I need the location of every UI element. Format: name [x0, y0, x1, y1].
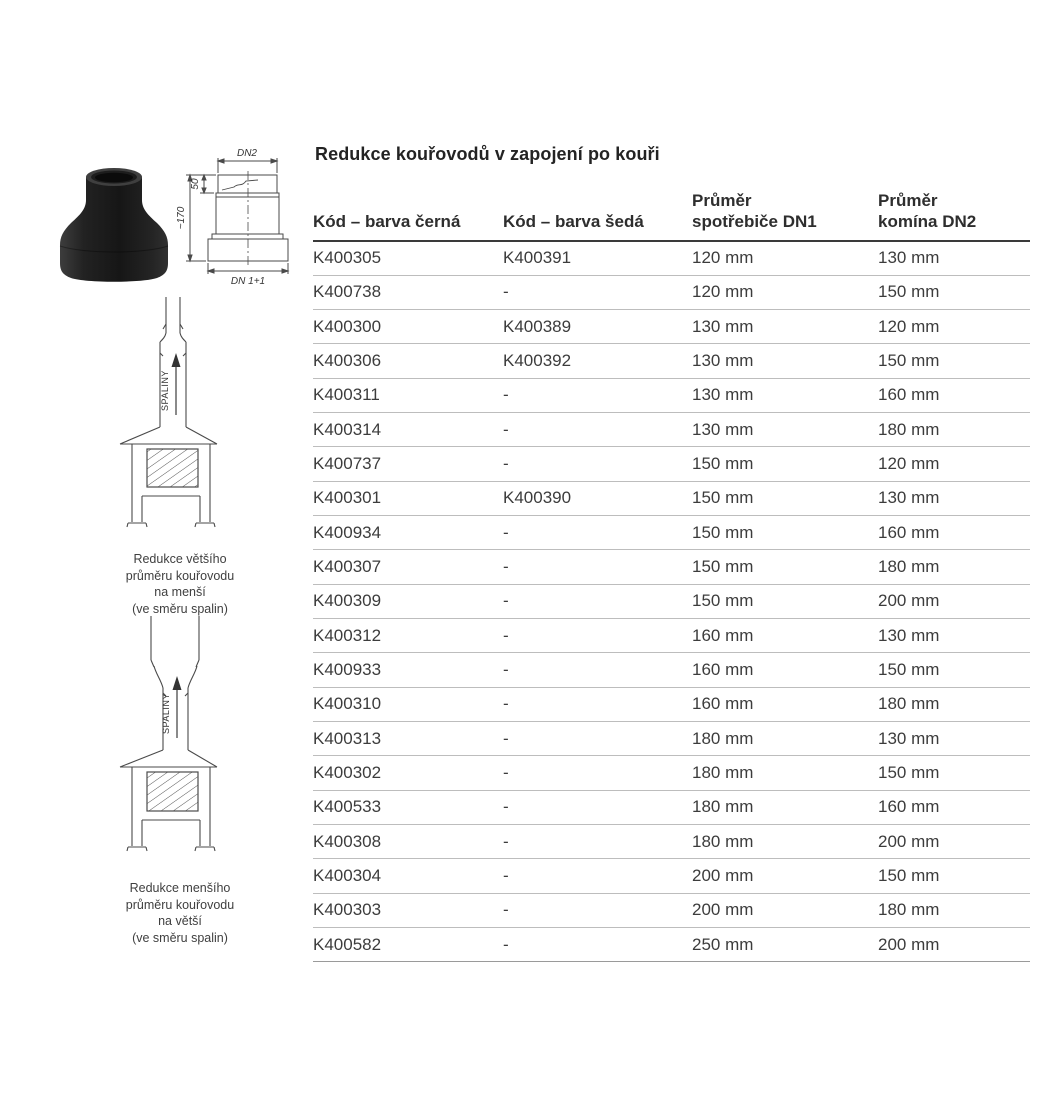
- cell-dn1: 160 mm: [692, 625, 754, 645]
- cell-code-black: K400934: [313, 522, 382, 542]
- cell-dn2: 160 mm: [878, 385, 940, 405]
- cell-code-black: K400738: [313, 282, 382, 302]
- spaliny-label-2: SPALINY: [161, 693, 171, 734]
- cell-code-gray: -: [503, 934, 509, 954]
- diagram2-caption: [85, 880, 275, 946]
- cell-code-black: K400305: [313, 248, 382, 268]
- cell-code-black: K400308: [313, 831, 382, 851]
- cell-dn1: 180 mm: [692, 728, 754, 748]
- caption-line: průměru kouřovodu: [125, 897, 235, 912]
- table-row: [313, 585, 1030, 619]
- cell-code-black: K400314: [313, 419, 382, 439]
- cell-dn2: 150 mm: [878, 282, 940, 302]
- cell-code-black: K400582: [313, 934, 382, 954]
- table-row: [313, 242, 1030, 276]
- header-dn2: [878, 190, 1030, 240]
- cell-code-black: K400310: [313, 694, 382, 714]
- table-row: [313, 825, 1030, 859]
- cell-code-black: K400737: [313, 454, 382, 474]
- table-row: [313, 619, 1030, 653]
- caption-line: průměru kouřovodu: [125, 568, 235, 583]
- table-row: [313, 756, 1030, 790]
- table-row: [313, 550, 1030, 584]
- cell-code-gray: -: [503, 660, 509, 680]
- cell-code-gray: -: [503, 797, 509, 817]
- cell-code-black: K400933: [313, 660, 382, 680]
- cell-dn2: 130 mm: [878, 728, 940, 748]
- table-row: [313, 413, 1030, 447]
- table-row: [313, 928, 1030, 962]
- cell-dn2: 130 mm: [878, 488, 940, 508]
- table-row: [313, 482, 1030, 516]
- cell-code-gray: -: [503, 282, 509, 302]
- header-line: Kód – barva šedá: [503, 212, 644, 232]
- cell-dn1: 120 mm: [692, 248, 754, 268]
- cell-dn2: 120 mm: [878, 316, 940, 336]
- cell-code-gray: -: [503, 694, 509, 714]
- stove-diagram-reduction-to-smaller: [105, 293, 245, 540]
- table-row: [313, 516, 1030, 550]
- cell-code-black: K400533: [313, 797, 382, 817]
- cell-code-black: K400306: [313, 351, 382, 371]
- cell-code-gray: -: [503, 454, 509, 474]
- table-row: [313, 722, 1030, 756]
- cell-code-gray: -: [503, 625, 509, 645]
- table-row: [313, 447, 1030, 481]
- table-row: [313, 894, 1030, 928]
- cell-dn2: 180 mm: [878, 419, 940, 439]
- cell-code-gray: -: [503, 900, 509, 920]
- cell-dn1: 250 mm: [692, 934, 754, 954]
- cell-code-black: K400302: [313, 763, 382, 783]
- dn2-label: DN2: [236, 148, 258, 159]
- cell-dn1: 180 mm: [692, 831, 754, 851]
- table-row: [313, 791, 1030, 825]
- cell-dn2: 150 mm: [878, 351, 940, 371]
- caption-line: Redukce většího: [133, 552, 227, 566]
- cell-code-black: K400303: [313, 900, 382, 920]
- cell-dn1: 130 mm: [692, 351, 754, 371]
- cell-dn2: 160 mm: [878, 522, 940, 542]
- cell-code-gray: K400390: [503, 488, 572, 508]
- cell-code-gray: K400389: [503, 316, 572, 336]
- flue-reducer-photo: [54, 160, 174, 284]
- cell-dn1: 130 mm: [692, 316, 754, 336]
- cell-dn1: 150 mm: [692, 522, 754, 542]
- caption-line: (ve směru spalin): [132, 930, 228, 945]
- cell-dn1: 150 mm: [692, 557, 754, 577]
- stove-diagram-reduction-to-larger: [103, 612, 248, 864]
- cell-dn2: 150 mm: [878, 763, 940, 783]
- cell-dn2: 150 mm: [878, 660, 940, 680]
- cell-dn2: 180 mm: [878, 900, 940, 920]
- stove-diagram-2: [103, 612, 248, 864]
- header-line: Průměr: [878, 191, 938, 210]
- header-code-black: [313, 190, 503, 240]
- header-dn1: [692, 190, 878, 240]
- total-height-label: ~170: [176, 206, 187, 230]
- cell-dn1: 150 mm: [692, 591, 754, 611]
- cell-dn1: 180 mm: [692, 763, 754, 783]
- table-header-row: [313, 190, 1030, 242]
- cell-dn1: 160 mm: [692, 694, 754, 714]
- caption-line: Redukce menšího: [129, 881, 231, 895]
- spaliny-label-1: SPALINY: [160, 370, 170, 411]
- reducer-body: [60, 177, 168, 282]
- cell-code-gray: -: [503, 728, 509, 748]
- cell-code-gray: -: [503, 831, 509, 851]
- reducer-opening-hole: [95, 173, 133, 183]
- cell-code-gray: -: [503, 557, 509, 577]
- caption-line: na větší: [158, 914, 202, 928]
- table-row: [313, 379, 1030, 413]
- table-body: [313, 242, 1030, 963]
- cell-code-gray: -: [503, 591, 509, 611]
- table-row: [313, 859, 1030, 893]
- cell-code-black: K400312: [313, 625, 382, 645]
- cell-code-gray: -: [503, 419, 509, 439]
- technical-drawing: [176, 146, 316, 292]
- cell-dn2: 200 mm: [878, 831, 940, 851]
- cell-dn1: 180 mm: [692, 797, 754, 817]
- cell-code-gray: -: [503, 866, 509, 886]
- cell-code-black: K400311: [313, 385, 380, 405]
- cell-code-black: K400300: [313, 316, 382, 336]
- reducer-dimension-drawing: [176, 146, 316, 292]
- cell-dn2: 150 mm: [878, 866, 940, 886]
- cell-code-gray: -: [503, 385, 509, 405]
- table-row: [313, 310, 1030, 344]
- cell-dn1: 160 mm: [692, 660, 754, 680]
- table-row: [313, 276, 1030, 310]
- cell-code-gray: K400392: [503, 351, 572, 371]
- cell-dn2: 120 mm: [878, 454, 940, 474]
- table-row: [313, 688, 1030, 722]
- cell-code-gray: K400391: [503, 248, 572, 268]
- product-table: [313, 190, 1030, 962]
- diagram1-caption: [85, 551, 275, 617]
- cell-code-black: K400304: [313, 866, 382, 886]
- cell-dn2: 180 mm: [878, 557, 940, 577]
- cell-dn2: 200 mm: [878, 591, 940, 611]
- cell-dn1: 150 mm: [692, 488, 754, 508]
- cell-code-black: K400313: [313, 728, 382, 748]
- cell-code-black: K400309: [313, 591, 382, 611]
- cell-dn2: 160 mm: [878, 797, 940, 817]
- stove-diagram-1: [105, 293, 245, 540]
- cell-dn2: 130 mm: [878, 248, 940, 268]
- page-title: Redukce kouřovodů v zapojení po kouři: [315, 144, 660, 164]
- cell-dn1: 130 mm: [692, 385, 754, 405]
- header-line: komína DN2: [878, 212, 977, 232]
- cell-dn1: 150 mm: [692, 454, 754, 474]
- cell-dn1: 130 mm: [692, 419, 754, 439]
- cell-code-gray: -: [503, 763, 509, 783]
- cell-dn1: 120 mm: [692, 282, 754, 302]
- cell-dn2: 180 mm: [878, 694, 940, 714]
- dn1-label: DN 1+1: [230, 276, 266, 287]
- table-row: [313, 653, 1030, 687]
- cell-code-black: K400301: [313, 488, 382, 508]
- header-line: Průměr: [692, 191, 752, 210]
- header-line: spotřebiče DN1: [692, 212, 817, 232]
- cell-dn1: 200 mm: [692, 900, 754, 920]
- collar-height-label: 50: [190, 178, 201, 190]
- caption-line: na menší: [154, 585, 206, 599]
- caption-line: (ve směru spalin): [132, 601, 228, 616]
- cell-dn2: 200 mm: [878, 934, 940, 954]
- cell-dn2: 130 mm: [878, 625, 940, 645]
- cell-dn1: 200 mm: [692, 866, 754, 886]
- table-row: [313, 344, 1030, 378]
- header-code-gray: [503, 190, 692, 240]
- product-photo: [54, 160, 174, 284]
- cell-code-gray: -: [503, 522, 509, 542]
- header-line: Kód – barva černá: [313, 212, 461, 232]
- cell-code-black: K400307: [313, 557, 382, 577]
